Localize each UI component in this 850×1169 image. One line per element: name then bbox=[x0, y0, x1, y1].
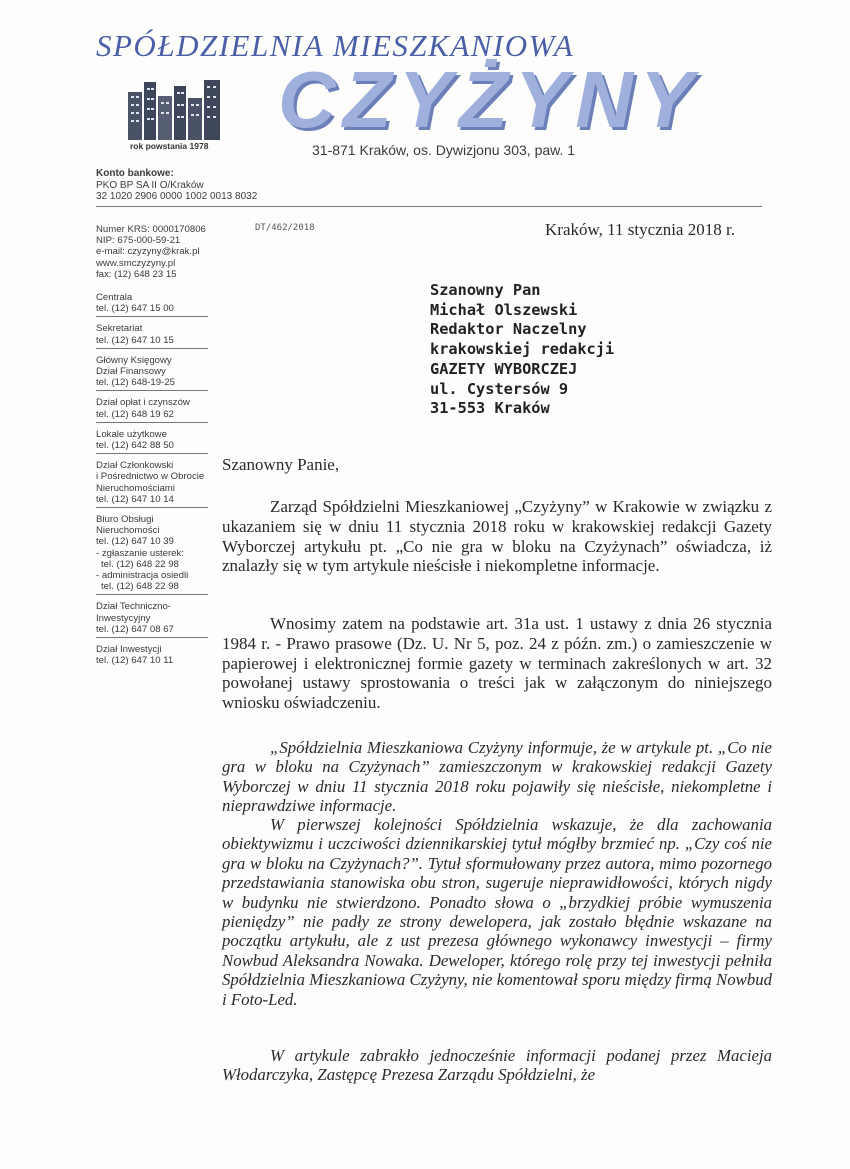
department-contact bbox=[96, 323, 208, 348]
registration-line: NIP: 675-000-59-21 bbox=[96, 235, 181, 247]
department-line: tel. (12) 648 22 98 bbox=[101, 581, 179, 593]
department-line: Dział Inwestycji bbox=[96, 644, 162, 656]
recipient-line: 31-553 Kraków bbox=[430, 399, 550, 418]
department-line: i Pośrednictwo w Obrocie bbox=[96, 471, 205, 483]
bank-heading: Konto bankowe: bbox=[96, 168, 174, 179]
department-line: Sekretariat bbox=[96, 323, 143, 335]
department-line: - administracja osiedli bbox=[96, 570, 189, 582]
recipient-line: krakowskiej redakcji bbox=[430, 340, 615, 359]
bank-name: PKO BP SA II O/Kraków bbox=[96, 179, 204, 191]
department-line: tel. (12) 647 15 00 bbox=[96, 303, 174, 315]
department-contact bbox=[96, 292, 208, 317]
bank-account-number: 32 1020 2906 0000 1002 0013 8032 bbox=[96, 191, 258, 202]
quote-paragraph-1: „Spółdzielnia Mieszkaniowa Czyżyny informuje, że w artykule pt. „Co nie gra w bloku na Czyżynach” zamieszczonym w krakowskiej redakcji Gazety Wyborczej w dniu 11 stycznia 2018 roku pojawiły się nieścisłe, niekompletne i nieprawdziwe informacje. bbox=[222, 738, 772, 816]
department-line: Dział Finansowy bbox=[96, 366, 166, 378]
registration-line: www.smczyzyny.pl bbox=[96, 257, 176, 269]
reference-number: DT/462/2018 bbox=[255, 223, 315, 233]
department-line: Centrala bbox=[96, 292, 133, 304]
header-divider bbox=[96, 206, 762, 207]
registration-line: e-mail: czyzyny@krak.pl bbox=[96, 246, 200, 258]
registration-line: Numer KRS: 0000170806 bbox=[96, 224, 206, 235]
recipient-address bbox=[430, 281, 614, 419]
recipient-line: Redaktor Naczelny bbox=[430, 320, 587, 339]
department-contact bbox=[96, 601, 208, 638]
department-line: tel. (12) 647 08 67 bbox=[96, 623, 174, 635]
department-line: tel. (12) 647 10 14 bbox=[96, 493, 174, 505]
department-line: tel. (12) 648-19-25 bbox=[96, 377, 175, 389]
department-line: Lokale użytkowe bbox=[96, 428, 167, 440]
organization-address: 31-871 Kraków, os. Dywizjonu 303, paw. 1 bbox=[312, 142, 576, 158]
department-line: tel. (12) 648 19 62 bbox=[96, 408, 174, 420]
recipient-line: Szanowny Pan bbox=[430, 281, 541, 299]
department-line: tel. (12) 647 10 11 bbox=[96, 655, 174, 667]
bank-account-block bbox=[96, 168, 257, 203]
department-line: Główny Księgowy bbox=[96, 354, 172, 366]
registration-info bbox=[96, 224, 208, 280]
department-line: Nieruchomościami bbox=[96, 482, 175, 494]
department-line: tel. (12) 642 88 50 bbox=[96, 440, 174, 452]
department-contact bbox=[96, 355, 208, 392]
recipient-line: GAZETY WYBORCZEJ bbox=[430, 359, 578, 378]
department-line: tel. (12) 648 22 98 bbox=[101, 558, 179, 570]
department-line: Dział opłat i czynszów bbox=[96, 397, 190, 409]
department-line: tel. (12) 647 10 15 bbox=[96, 334, 174, 346]
department-contact bbox=[96, 397, 208, 422]
department-contact bbox=[96, 514, 208, 595]
department-line: Dział Techniczno- bbox=[96, 601, 172, 613]
paragraph-2: Wnosimy zatem na podstawie art. 31a ust. 1 ustawy z dnia 26 stycznia 1984 r. - Prawo prasowe (Dz. U. Nr 5, poz. 24 z późn. zm.) o zamieszczenie w papierowej i elektronicznej formie gazety w terminach zakreślonych w art. 32 powołanej ustawy sprostowania o treści jak w załączonym do niniejszego wniosku oświadczeniu. bbox=[222, 614, 772, 713]
contact-sidebar bbox=[96, 224, 208, 673]
quote-paragraph-3: W artykule zabrakło jednocześnie informacji podanej przez Macieja Włodarczyka, Zastępcę Prezesa Zarządu Spółdzielni, że bbox=[222, 1046, 772, 1085]
department-contact bbox=[96, 644, 208, 666]
paragraph-1: Zarząd Spółdzielni Mieszkaniowej „Czyżyny” w Krakowie w związku z ukazaniem się w dniu 11 stycznia 2018 roku w krakowskiej redakcji Gazety Wyborczej artykułu pt. „Co nie gra w bloku na Czyżynach” oświadcza, iż znalazły się w tym artykule nieścisłe i niekompletne informacje. bbox=[222, 497, 772, 576]
department-line: Inwestycyjny bbox=[96, 612, 151, 624]
department-contact bbox=[96, 460, 208, 508]
letter-date: Kraków, 11 stycznia 2018 r. bbox=[545, 220, 735, 239]
department-contact bbox=[96, 429, 208, 454]
founded-year: rok powstania 1978 bbox=[130, 141, 209, 151]
salutation: Szanowny Panie, bbox=[222, 455, 340, 474]
department-line: Dział Członkowski bbox=[96, 460, 174, 472]
organization-name: SPÓŁDZIELNIA MIESZKANIOWA bbox=[96, 28, 575, 63]
building-logo bbox=[128, 80, 220, 140]
department-line: Biuro Obsługi bbox=[96, 514, 154, 526]
department-line: - zgłaszanie usterek: bbox=[96, 547, 184, 559]
registration-line: fax: (12) 648 23 15 bbox=[96, 268, 177, 280]
department-line: Nieruchomości bbox=[96, 525, 160, 537]
department-line: tel. (12) 647 10 39 bbox=[96, 536, 174, 548]
quote-paragraph-2: W pierwszej kolejności Spółdzielnia wskazuje, że dla zachowania obiektywizmu i uczciwości dziennikarskiej tytuł mógłby brzmieć np. „Czy coś nie gra w bloku na Czyżynach?”. Tytuł sformułowany przez autora, mimo pozornego przedstawiania stanowiska obu stron, sugeruje nieprawidłowości, których nigdy w budynku nie stwierdzono. Ponadto słowa o „brzydkiej próbie wymuszenia pieniędzy” nie padły ze strony dewelopera, jak zostało błędnie wskazane na początku artykułu, ale z ust prezesa głównego wykonawcy inwestycji – firmy Nowbud Aleksandra Nowaka. Deweloper, którego rolę przy tej inwestycji pełniła Spółdzielnia Mieszkaniowa Czyżyny, nie komentował sporu między firmą Nowbud i Foto-Led. bbox=[222, 815, 772, 1009]
recipient-line: ul. Cystersów 9 bbox=[430, 379, 569, 398]
brand-logo-text: CZYŻYNY bbox=[278, 55, 701, 144]
recipient-line: Michał Olszewski bbox=[430, 300, 578, 319]
